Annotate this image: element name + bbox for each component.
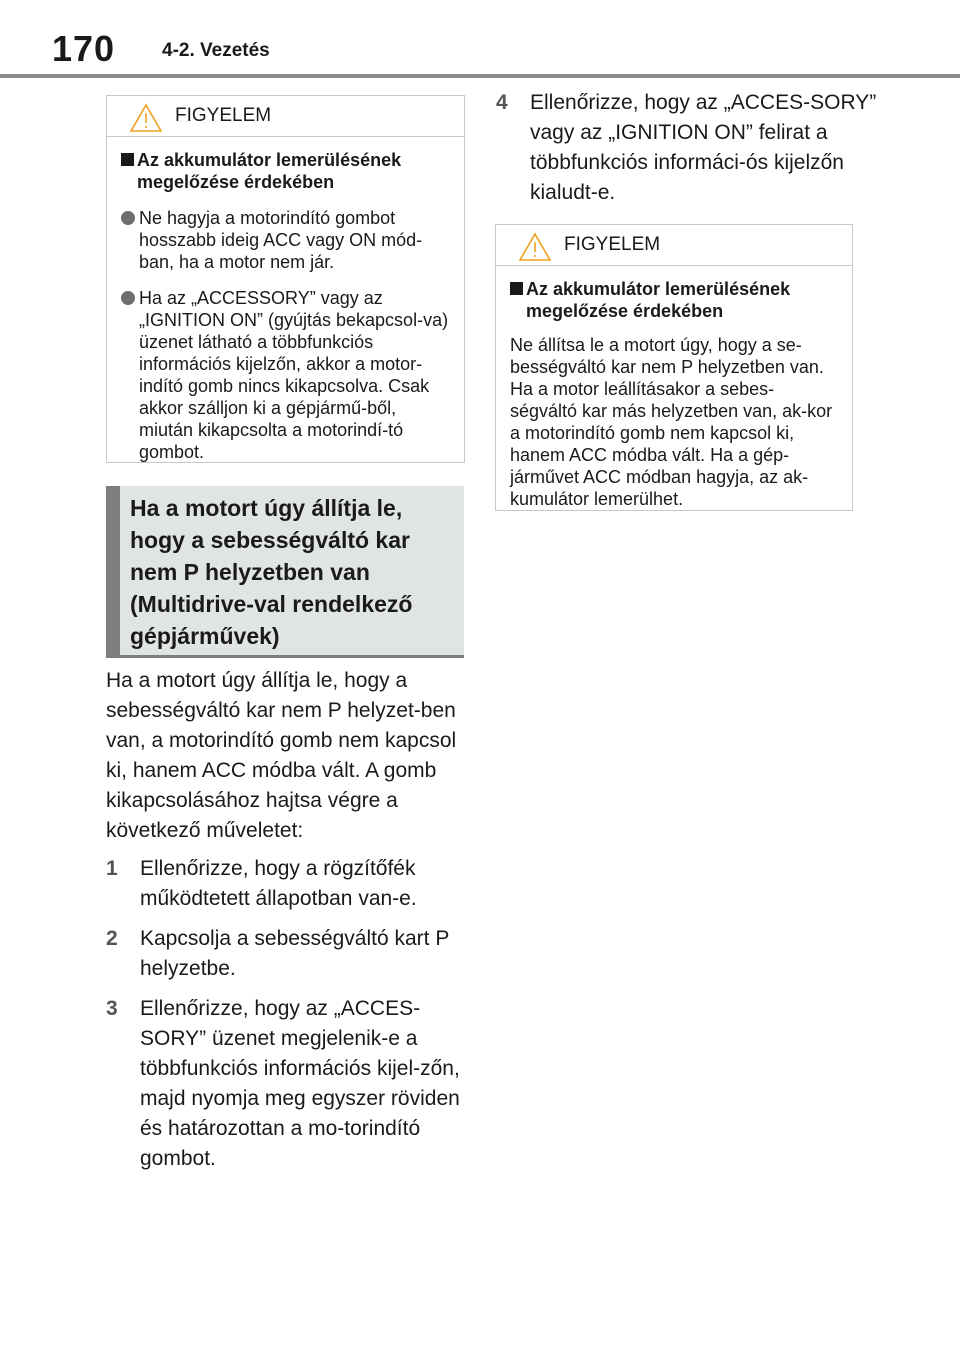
warning-text: Ne állítsa le a motort úgy, hogy a se-bességváltó kar nem P helyzetben van. Ha a motor leállításakor a sebes-ségváltó kar más helyzetben van, ak-kor a motorindító gomb nem kapcsol ki, hanem ACC módba vált. Ha a gép-járművet ACC módban hagyja, az ak-kumulátor lemerülhet.	[510, 335, 833, 509]
round-bullet-icon	[121, 291, 135, 305]
step-1: 1 Ellenőrizze, hogy a rögzítőfék működtetett állapotban van-e.	[106, 854, 466, 914]
square-bullet-icon	[510, 282, 523, 295]
warning-subheading: Az akkumulátor lemerülésének megelőzése érdekében	[121, 149, 450, 193]
step-4: 4 Ellenőrizze, hogy az „ACCES-SORY” vagy az „IGNITION ON” felirat a többfunkciós informáci-ós kijelzőn kialudt-e.	[496, 88, 880, 208]
step-number: 2	[106, 927, 118, 950]
section-title: 4-2. Vezetés	[162, 40, 270, 61]
header-divider	[0, 74, 960, 78]
square-bullet-icon	[121, 153, 134, 166]
warning-subheading: Az akkumulátor lemerülésének megelőzése érdekében	[510, 278, 838, 322]
round-bullet-icon	[121, 211, 135, 225]
step-number: 1	[106, 857, 118, 880]
section-heading-text: Ha a motort úgy állítja le, hogy a sebességváltó kar nem P helyzetben van (Multidrive-val rendelkező gépjárművek)	[130, 495, 413, 649]
heading-underline	[120, 655, 464, 658]
step-3: 3 Ellenőrizze, hogy az „ACCES-SORY” üzenet megjelenik-e a többfunkciós információs kijel-zőn, majd nyomja meg egyszer röviden és határozottan a mo-torindító gombot.	[106, 994, 466, 1174]
warning-label: FIGYELEM	[564, 234, 661, 255]
warning-bullet: Ha az „ACCESSORY” vagy az „IGNITION ON” (gyújtás bekapcsol-va) üzenet látható a többfunkciós információs kijelzőn, akkor a motor-indító gomb nincs kikapcsolva. Csak akkor szálljon ki a gépjármű-ből, miután kikapcsolta a motorindí-tó gombot.	[121, 287, 450, 463]
warning-triangle-icon	[129, 103, 163, 133]
heading-accent-bar	[106, 486, 120, 658]
step-number: 4	[496, 91, 508, 114]
step-number: 3	[106, 997, 118, 1020]
warning-box-2	[495, 224, 853, 511]
warning-box-1	[106, 95, 465, 463]
warning-bullet: Ne hagyja a motorindító gombot hosszabb ideig ACC vagy ON mód-ban, ha a motor nem jár.	[121, 207, 450, 273]
warning-triangle-icon	[518, 232, 552, 262]
section-heading	[106, 486, 464, 658]
step-2: 2 Kapcsolja a sebességváltó kart P helyzetbe.	[106, 924, 466, 984]
warning-box-header	[107, 96, 464, 137]
warning-label: FIGYELEM	[175, 105, 272, 126]
intro-paragraph: Ha a motort úgy állítja le, hogy a sebességváltó kar nem P helyzet-ben van, a motorindító gomb nem kapcsol ki, hanem ACC módba vált. A gomb kikapcsolásához hajtsa végre a következő műveletet:	[106, 669, 457, 842]
page-header	[0, 0, 960, 80]
page-number: 170	[52, 28, 116, 69]
left-column-body	[106, 666, 466, 1174]
warning-box-header	[496, 225, 852, 266]
